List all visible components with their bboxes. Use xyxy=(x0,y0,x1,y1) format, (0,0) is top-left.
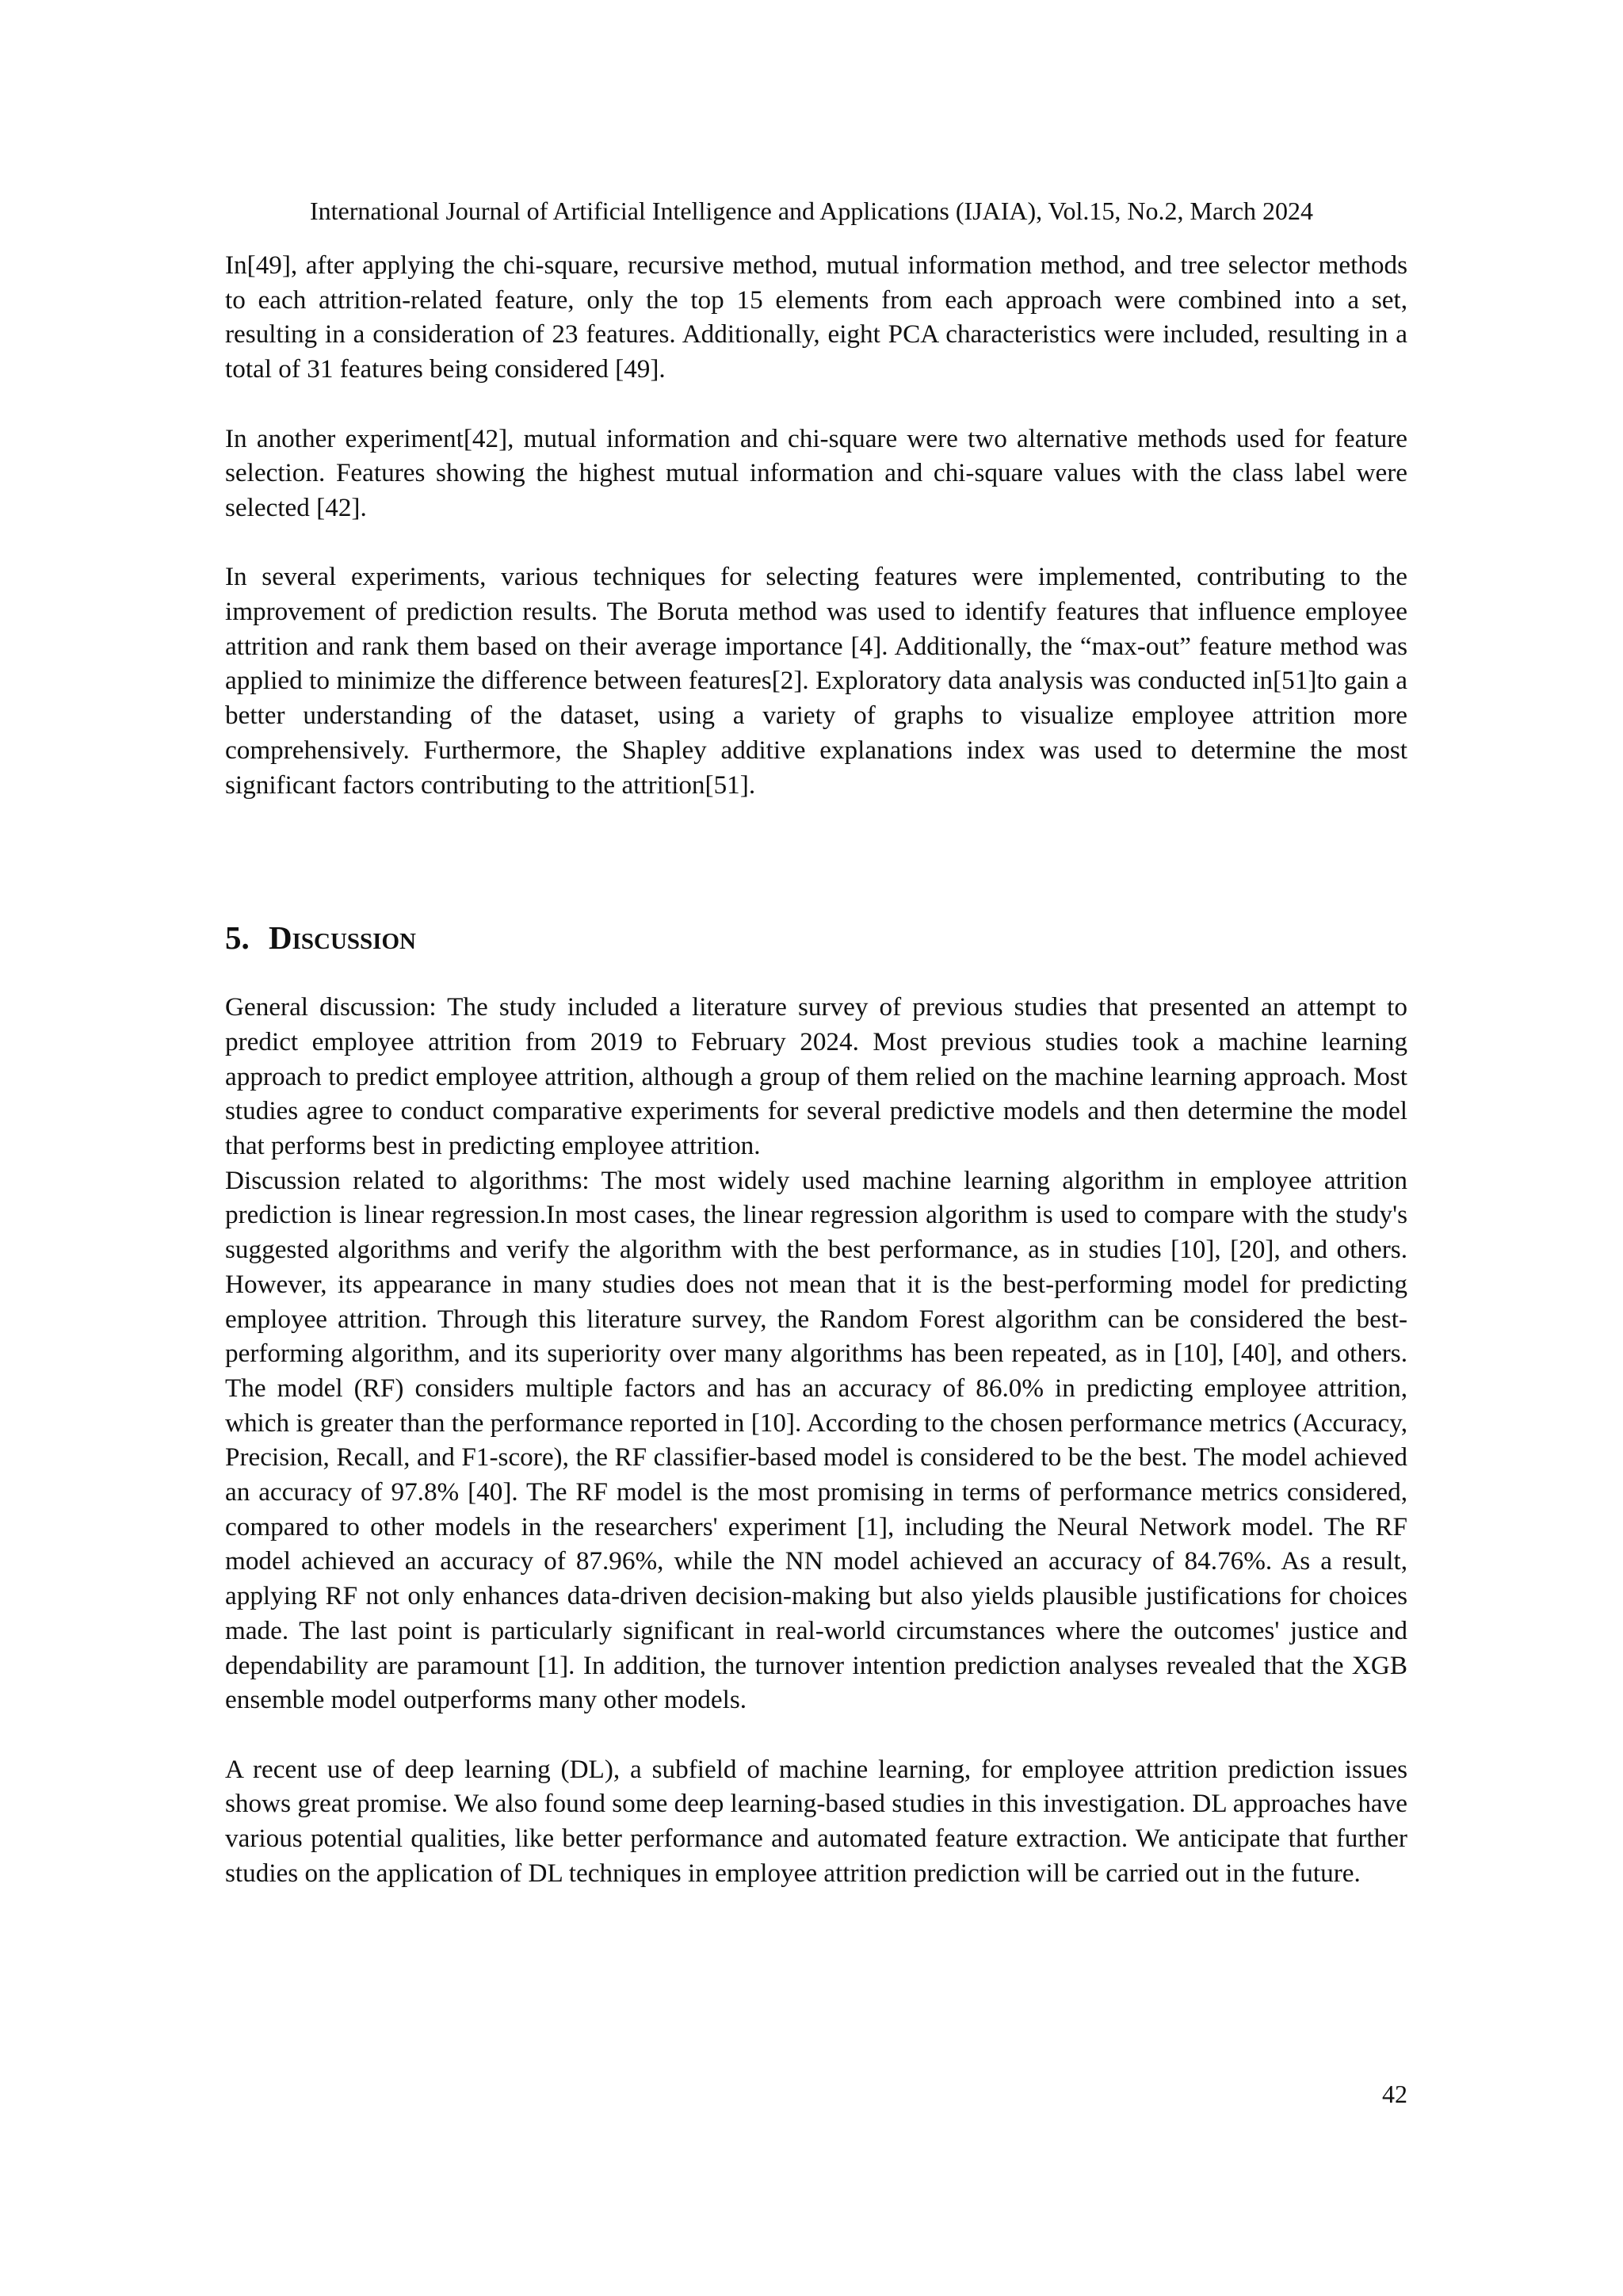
section-title: Discussion xyxy=(269,919,416,957)
section-number: 5. xyxy=(225,919,250,957)
paragraph-feature-selection-42: In another experiment[42], mutual information and chi-square were two alternative methods used for feature selection. Features showing the highest mutual information and chi-square values with the class label were selected [42]. xyxy=(225,423,1407,522)
paragraph-general-discussion: General discussion: The study included a literature survey of previous studies that presented an attempt to predict employee attrition from 2019 to February 2024. Most previous studies took a machine learning approach to predict employee attrition, although a group of them relied on the machine learning approach. Most studies agree to conduct comparative experiments for several predictive models and then determine the model that performs best in predicting employee attrition. xyxy=(225,992,1407,1161)
section-heading xyxy=(225,917,1407,958)
page-body xyxy=(225,248,1407,1890)
paragraph-algorithms-discussion: Discussion related to algorithms: The most widely used machine learning algorithm in employee attrition prediction is linear regression.In most cases, the linear regression algorithm is used to compare with the study's suggested algorithms and verify the algorithm with the best performance, as in studies [10], [20], and others. However, its appearance in many studies does not mean that it is the best-performing model for predicting employee attrition. Through this literature survey, the Random Forest algorithm can be considered the best-performing algorithm, and its superiority over many algorithms has been repeated, as in [10], [40], and others. The model (RF) considers multiple factors and has an accuracy of 86.0% in predicting employee attrition, which is greater than the performance reported in [10]. According to the chosen performance metrics (Accuracy, Precision, Recall, and F1-score), the RF classifier-based model is considered to be the best. The model achieved an accuracy of 97.8% [40]. The RF model is the most promising in terms of performance metrics considered, compared to other models in the researchers' experiment [1], including the Neural Network model. The RF model achieved an accuracy of 87.96%, while the NN model achieved an accuracy of 84.76%. As a result, applying RF not only enhances data-driven decision-making but also yields plausible justifications for choices made. The last point is particularly significant in real-world circumstances where the outcomes' justice and dependability are paramount [1]. In addition, the turnover intention prediction analyses revealed that the XGB ensemble model outperforms many other models. xyxy=(225,1165,1407,1715)
page-number: 42 xyxy=(1382,2080,1407,2108)
running-header: International Journal of Artificial Intelligence and Applications (IJAIA), Vol.15, No.2, March 2024 xyxy=(309,197,1314,225)
paragraph-deep-learning: A recent use of deep learning (DL), a subfield of machine learning, for employee attrition prediction issues shows great promise. We also found some deep learning-based studies in this investigation. DL approaches have various potential qualities, like better performance and automated feature extraction. We anticipate that further studies on the application of DL techniques in employee attrition prediction will be carried out in the future. xyxy=(225,1754,1407,1888)
paragraph-feature-selection-49: In[49], after applying the chi-square, recursive method, mutual information method, and tree selector methods to each attrition-related feature, only the top 15 elements from each approach were combined into a set, resulting in a consideration of 23 features. Additionally, eight PCA characteristics were included, resulting in a total of 31 features being considered [49]. xyxy=(225,250,1407,384)
paragraph-feature-techniques: In several experiments, various techniques for selecting features were implemented, contributing to the improvement of prediction results. The Boruta method was used to identify features that influence employee attrition and rank them based on their average importance [4]. Additionally, the “max-out” feature method was applied to minimize the difference between features[2]. Exploratory data analysis was conducted in[51]to gain a better understanding of the dataset, using a variety of graphs to visualize employee attrition more comprehensively. Furthermore, the Shapley additive explanations index was used to determine the most significant factors contributing to the attrition[51]. xyxy=(225,562,1407,800)
